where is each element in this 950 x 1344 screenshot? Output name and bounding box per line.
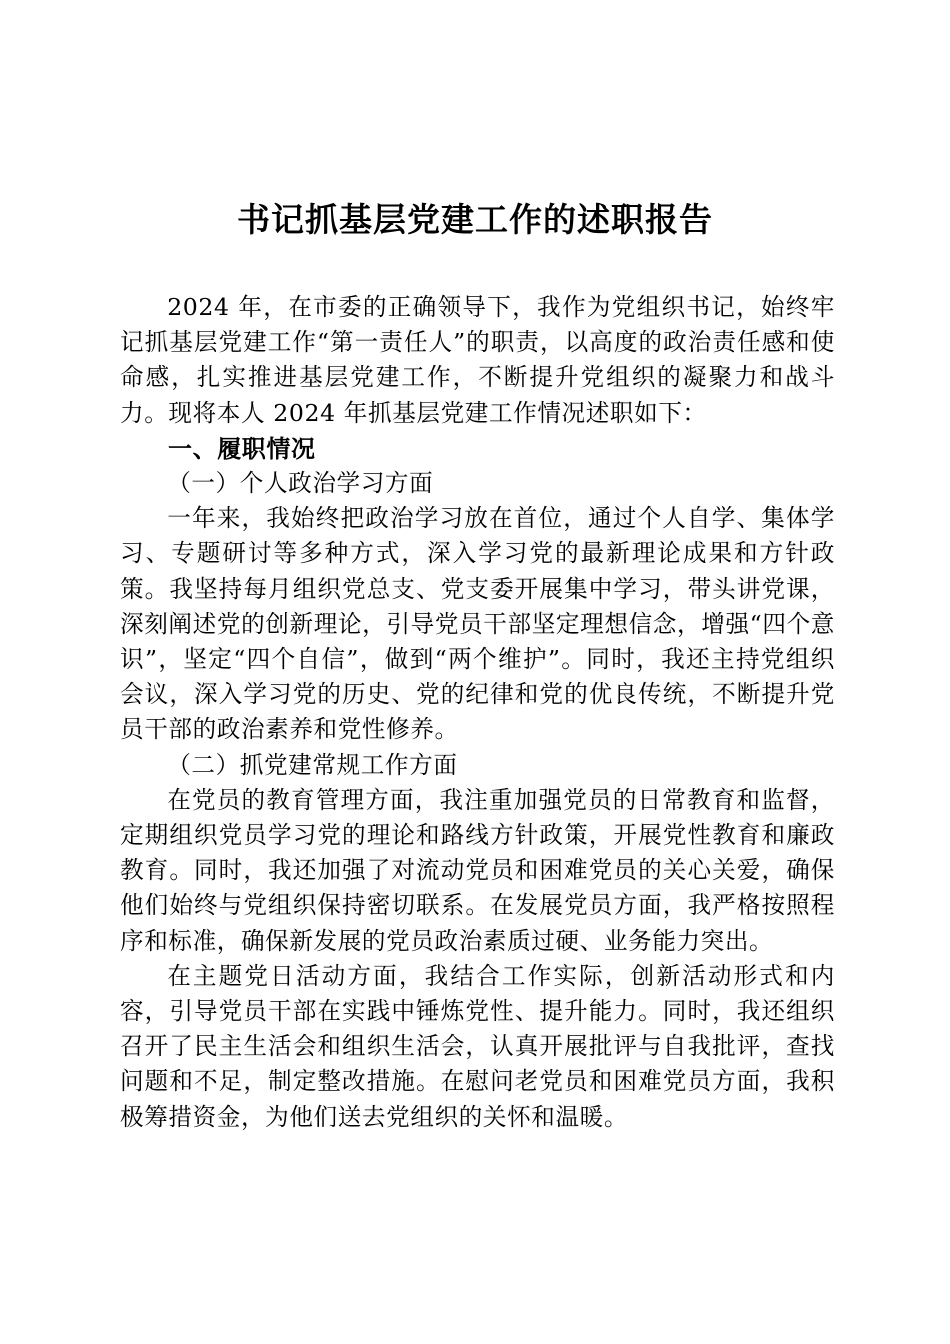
document-body bbox=[120, 290, 835, 1135]
document-title: 书记抓基层党建工作的述职报告 bbox=[237, 200, 713, 239]
member-education-paragraph: 在党员的教育管理方面，我注重加强党员的日常教育和监督，定期组织党员学习党的理论和路线方针政策，开展党性教育和廉政教育。同时，我还加强了对流动党员和困难党员的关心关爱，确保他们始终与党组织保持密切联系。在发展党员方面，我严格按照程序和标准，确保新发展的党员政治素质过硬、业务能力突出。 bbox=[120, 785, 835, 955]
intro-paragraph: 2024 年，在市委的正确领导下，我作为党组织书记，始终牢记抓基层党建工作“第一责任人”的职责，以高度的政治责任感和使命感，扎实推进基层党建工作，不断提升党组织的凝聚力和战斗力。现将本人 2024 年抓基层党建工作情况述职如下： bbox=[120, 293, 835, 427]
subsection-heading-routine-work: （二）抓党建常规工作方面 bbox=[167, 750, 458, 779]
theme-day-paragraph: 在主题党日活动方面，我结合工作实际，创新活动形式和内容，引导党员干部在实践中锤炼党性、提升能力。同时，我还组织召开了民主生活会和组织生活会，认真开展批评与自我批评，查找问题和不足，制定整改措施。在慰问老党员和困难党员方面，我积极筹措资金，为他们送去党组织的关怀和温暖。 bbox=[120, 961, 835, 1131]
section-heading-performance: 一、履职情况 bbox=[168, 433, 316, 463]
subsection-heading-political-study: （一）个人政治学习方面 bbox=[167, 469, 434, 498]
political-study-paragraph: 一年来，我始终把政治学习放在首位，通过个人自学、集体学习、专题研讨等多种方式，深入学习党的最新理论成果和方针政策。我坚持每月组织党总支、党支委开展集中学习，带头讲党课，深刻阐述党的创新理论，引导党员干部坚定理想信念，增强“四个意识”，坚定“四个自信”，做到“两个维护”。同时，我还主持党组织会议，深入学习党的历史、党的纪律和党的优良传统，不断提升党员干部的政治素养和党性修养。 bbox=[120, 504, 835, 744]
